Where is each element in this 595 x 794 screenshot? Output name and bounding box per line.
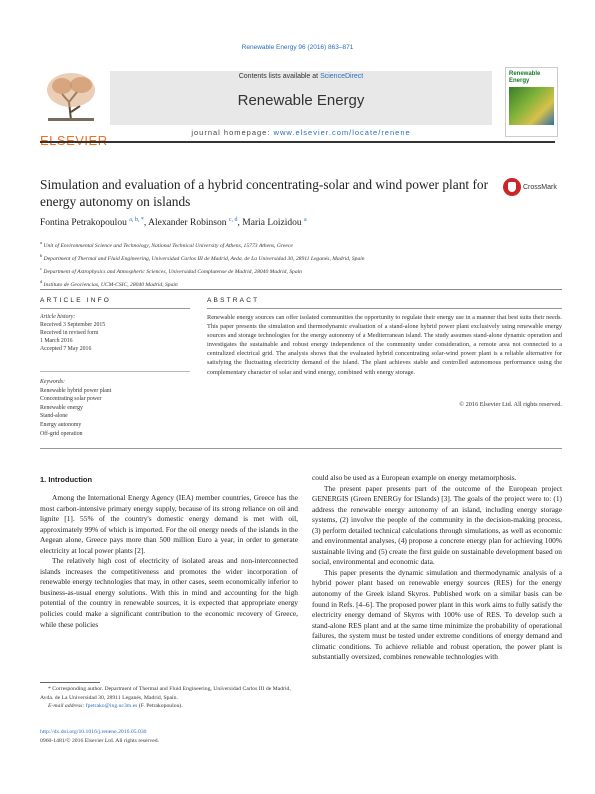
email-link[interactable]: fpetrako@ing.uc3m.es [85,703,138,709]
email-label: E-mail address: [48,703,86,709]
history-line: 1 March 2016 [40,338,73,345]
cover-image [509,87,554,125]
history-line: Received 3 September 2015 [40,322,106,329]
keywords-heading: Keywords: [40,379,65,385]
contents-prefix: Contents lists available at [238,73,321,80]
email-line [40,702,298,711]
affiliation-item [40,264,560,277]
author-affiliation-marker[interactable]: c, d [228,217,238,223]
article-info-rule [40,308,190,309]
sciencedirect-link[interactable]: ScienceDirect [320,73,364,80]
author-name: Fontina Petrakopoulou [40,218,127,229]
elsevier-logo [40,68,108,148]
history-rule [40,371,190,372]
author-name: Alexander Robinson [148,218,227,229]
affiliation-marker: a [40,240,42,245]
author-affiliation-marker[interactable]: a, b, * [129,217,144,223]
corresponding-author-note: * Corresponding author. Department of Thermal and Fluid Engineering, Universidad Carlos III de Madrid, Avda. de La Universidad 30, 28911 Leganés, Madrid, Spain. [40,686,291,701]
crossmark-label: CrossMark [523,183,557,191]
affiliation-marker: c [40,265,42,271]
abstract-copyright: © 2016 Elsevier Ltd. All rights reserved. [459,401,562,408]
affiliation-text: Instituto de Geociencias, UCM-CSIC, 28040 Madrid, Spain [42,281,178,288]
keyword-item: Renewable hybrid power plant [40,387,112,394]
elsevier-wordmark: ELSEVIER [40,133,108,148]
keyword-item: Renewable energy [40,404,83,411]
body-paragraph: The present paper presents part of the outcome of the European project GENERGIS (Green ENERGy for ISlands) [3]. The goals of the project were to: (1) address the renewable energy autonomy of an island, including energy storage systems, (2) involve the people of the community in the decision-making process, (3) perform detailed technical calculations through simulations, as well as economic and environmental analyses, (4) propose a concrete energy plan for achieving 100% sustainable living and (5) create the first guide on sustainable development based on social, environmental and economic data. [312,483,562,567]
affiliation-text: Department of Astrophysics and Atmospheric Sciences, Universidad Complutense de Madrid, 28040 Madrid, Spain [42,268,302,275]
history-line: Received in revised form [40,330,99,337]
author-affiliation-marker[interactable]: a [304,217,307,223]
affiliation-item [40,238,560,251]
body-paragraph: Among the International Energy Agency (IEA) member countries, Greece has the most carbon-intensive primary energy supply, because of its strong reliance on oil and lignite [1]. 55% of the country's domestic energy demand is met with oil, approximately 99% of which is imported. For the oil energy needs of the islands in the Aegean alone, Greece pays more than 500 million Euro a year, in order to generate electricity at local power plants [2]. [40,493,298,555]
left-column-body [40,493,298,630]
abstract-text: Renewable energy sources can offer isolated communities the opportunity to regulate their energy use in a manner that best suits their needs. This paper presents the simulation and thermodynamic evaluation of a stand-alone hybrid power plant exclusively using renewable energy sources and storage technologies for the energy autonomy of a Mediterranean island. The study assumes stand-alone dynamic operation and investigates the sustainable and robust energy independence of the community under consideration, a remote area not connected to a centralized electrical grid. The analysis shows that the evaluated hybrid concentrating solar-wind power plant is a reliable alternative for satisfying the fluctuating electricity demand of the island. The plant achieves stable and controlled autonomous performance using the complementary character of solar and wind energy, combined with energy storage. [207,314,562,376]
history-heading: Article history: [40,314,76,320]
affiliation-marker: d [40,278,43,284]
abstract-heading: ABSTRACT [207,297,260,304]
affiliation-text: Department of Thermal and Fluid Engineering, Universidad Carlos III de Madrid, Avda. de La Universidad 30, 28911 Leganés, Madrid, Spain [42,255,365,262]
journal-homepage [110,128,492,137]
contents-line [110,73,492,80]
elsevier-tree-icon [40,68,102,126]
article-info-heading: ARTICLE INFO [40,297,112,304]
footnote-rule [40,682,100,683]
article-title: Simulation and evaluation of a hybrid concentrating-solar and wind power plant for energy autonomy on islands [40,177,489,209]
affiliation-list [40,238,560,289]
body-paragraph: The relatively high cost of electricity of isolated areas and non-interconnected islands increases the competitiveness and promotes the wider incorporation of renewable energy technologies that may, in other cases, seem economically inferior to business-as-usual energy solutions. With this in mind and accounting for the high potential of the country in renewable sources, it is expected that appropriate energy policies could make a significant contribution to the economic recovery of Greece, while these policies [40,556,298,629]
homepage-prefix: journal homepage: [191,128,274,137]
affiliation-marker: b [40,252,43,258]
body-paragraph: could also be used as a European example on energy metamorphosis. [312,473,517,482]
body-paragraph: This paper presents the dynamic simulation and thermodynamic analysis of a hybrid power plant based on renewable energy sources (RES) for the energy autonomy of the Greek island Skyros. Published work on a similar basis can be found in Refs. [4–6]. The proposed power plant in this work aims to fully satisfy the electricity energy demand of Skyros with 100% use of RES. To develop such a stand-alone RES plant and at the same time minimize the probability of operational failures, the system must be tested under extreme conditions of energy demand and climatic conditions. To achieve reliable and robust operation, the power plant is substantially oversized, combines renewable technologies with [312,567,562,662]
doi-block [40,728,159,745]
header-divider [40,141,555,143]
affiliation-item [40,251,560,264]
right-column-body [312,473,562,663]
keyword-list [40,378,111,438]
email-suffix: (F. Petrakopoulou). [137,703,183,709]
section-heading-introduction: 1. Introduction [40,475,93,484]
journal-citation[interactable]: Renewable Energy 96 (2016) 863–871 [241,44,354,51]
footnote [40,685,298,711]
crossmark-button[interactable] [503,178,563,200]
info-top-divider [40,289,562,290]
affiliation-text: Unit of Environmental Science and Technology, National Technical University of Athens, 15773 Athens, Greece [42,242,293,249]
crossmark-icon [503,178,521,196]
article-history [40,313,105,353]
author-name: Maria Loizidou [242,218,302,229]
abstract-rule [207,308,562,309]
journal-title: Renewable Energy [237,92,365,109]
doi-link[interactable]: http://dx.doi.org/10.1016/j.renene.2016.05.030 [40,729,147,735]
issn-line: 0960-1481/© 2016 Elsevier Ltd. All rights reserved. [40,737,159,744]
abstract-bottom-divider [40,448,562,449]
cover-title: Renewable Energy [509,71,541,84]
keyword-item: Concentrating solar power [40,396,102,403]
history-line: Accepted 7 May 2016 [40,346,92,353]
keyword-item: Stand-alone [40,413,68,420]
affiliation-item [40,277,560,290]
keyword-item: Off-grid operation [40,430,83,437]
journal-cover-thumbnail[interactable] [505,67,558,137]
author-list: Fontina Petrakopoulou $^{a, b, *}$, Alexander Robinson $^{c, d}$, Maria Loizidou $^a$ [40,217,307,229]
keyword-item: Energy autonomy [40,421,82,428]
homepage-link[interactable]: www.elsevier.com/locate/renene [273,128,411,137]
